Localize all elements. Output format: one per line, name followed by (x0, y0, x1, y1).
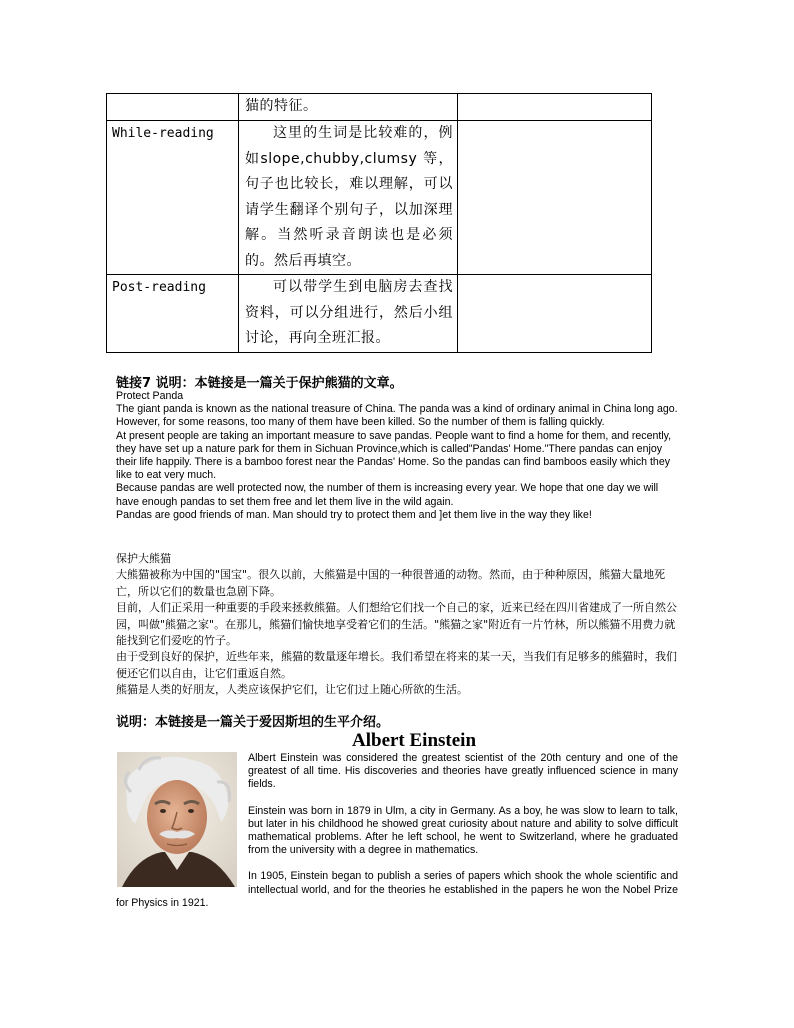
stage-cell (107, 94, 239, 121)
stage-cell: Post-reading (107, 275, 239, 353)
paragraph: Albert Einstein was considered the greatest scientist of the 20th century and one of the greatest of all time. His discoveries and theories have greatly influenced science in many fields. (248, 752, 678, 791)
paragraph: 目前，人们正采用一种重要的手段来拯救熊猫。人们想给它们找一个自己的家，近来已经在四川省建成了一所自然公园，叫做"熊猫之家"。在那儿，熊猫们愉快地享受着它们的生活。"熊猫之家"附近有一片竹林，所以熊猫不用费力就能找到它们爱吃的竹子。 (116, 601, 677, 648)
table-row (107, 275, 652, 353)
panda-link-title: 链接7 说明：本链接是一篇关于保护熊猫的文章。 (116, 376, 403, 391)
table-row (107, 94, 652, 121)
paragraph: Einstein was born in 1879 in Ulm, a city in Germany. As a boy, he was slow to learn to talk, but later in his childhood he showed great curiosity about nature and ability to solve difficult mathematical problems. After he left school, he went to Switzerland, where he graduated from the university with a degree in mathematics. (248, 804, 678, 857)
table-row (107, 121, 652, 275)
stage-cell: While-reading (107, 121, 239, 275)
einstein-link-title: 说明：本链接是一篇关于爱因斯坦的生平介绍。 (116, 715, 390, 730)
panda-chinese-article (116, 551, 682, 699)
paragraph: The giant panda is known as the national treasure of China. The panda was a kind of ordinary animal in China long ago. However, for some reasons, too many of them have been killed. So the number of them is falling quickly. (116, 403, 678, 429)
description-cell: 猫的特征。 (239, 94, 458, 121)
paragraph: Pandas are good friends of man. Man should try to protect them and ]et them live in the way they like! (116, 508, 592, 521)
description-cell: 这里的生词是比较难的，例如slope,chubby,clumsy 等，句子也比较长，难以理解，可以请学生翻译个别句子，以加深理解。当然听录音朗读也是必须的。然后再填空。 (239, 121, 458, 275)
einstein-title: Albert Einstein (352, 730, 477, 751)
article-title: 保护大熊猫 (116, 552, 171, 565)
paragraph: 熊猫是人类的好朋友，人类应该保护它们，让它们过上随心所欲的生活。 (116, 683, 468, 697)
einstein-portrait (117, 752, 237, 887)
description-cell: 可以带学生到电脑房去查找资料，可以分组进行，然后小组讨论，再向全班汇报。 (239, 275, 458, 353)
notes-cell (458, 94, 652, 121)
paragraph: At present people are taking an important measure to save pandas. People want to find a home for them, and recently, they have set up a nature park for them in Sichuan Province,which is called"Pandas' Home."There pandas can enjoy their life happily. There is a bamboo forest near the Pandas' Home. So the pandas can find bamboos easily which they like to eat very much. (116, 429, 672, 482)
paragraph: 大熊猫被称为中国的"国宝"。很久以前，大熊猫是中国的一种很普通的动物。然而，由于种种原因，熊猫大量地死亡，所以它们的数量也急剧下降。 (116, 568, 666, 598)
lesson-plan-table (106, 93, 652, 353)
notes-cell (458, 121, 652, 275)
paragraph: Because pandas are well protected now, the number of them is increasing every year. We hope that one day we will have enough pandas to set them free and let them live in the wild again. (116, 482, 659, 508)
article-title: Protect Panda (116, 390, 184, 402)
paragraph: In 1905, Einstein began to publish a series of papers which shook the whole scientific and intellectual world, and for the theories he established in the papers he won the Nobel Prize for Physics in 1921. (116, 870, 678, 909)
panda-english-article (116, 390, 679, 522)
paragraph: 由于受到良好的保护，近些年来，熊猫的数量逐年增长。我们希望在将来的某一天，当我们有足够多的熊猫时，我们便还它们以自由，让它们重返自然。 (116, 650, 677, 680)
notes-cell (458, 275, 652, 353)
